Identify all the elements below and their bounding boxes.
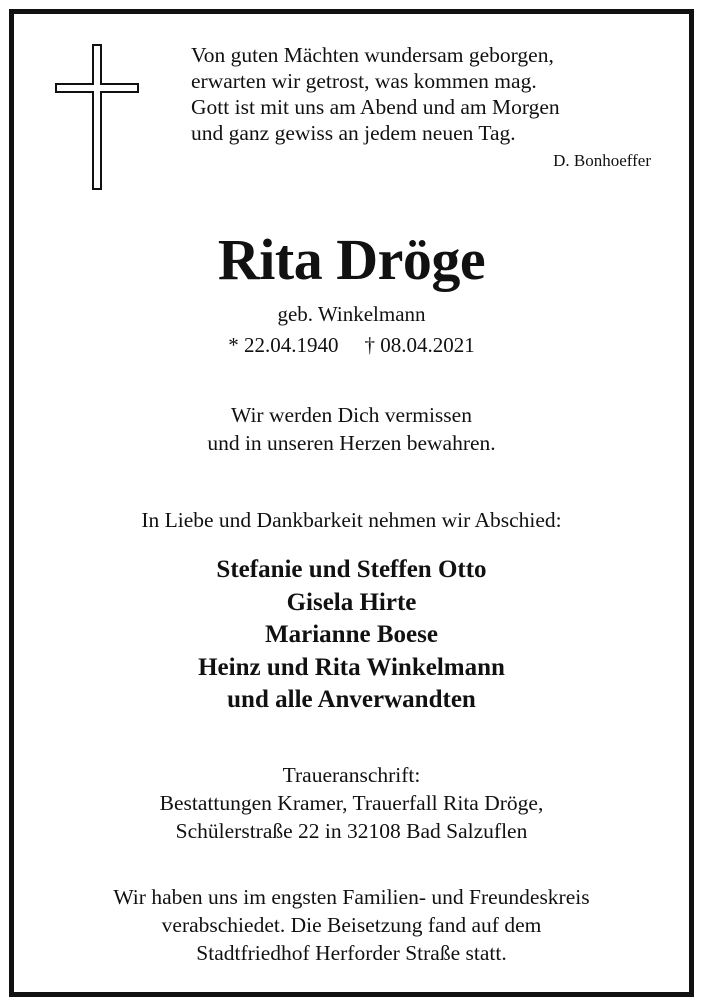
notice-line: Stadtfriedhof Herforder Straße statt. xyxy=(196,941,507,965)
notice-line: verabschiedet. Die Beisetzung fand auf dem xyxy=(161,913,542,937)
mourner-name: und alle Anverwandten xyxy=(227,686,476,713)
address-line: Schülerstraße 22 in 32108 Bad Salzuflen xyxy=(175,819,528,843)
cross-icon xyxy=(55,44,139,190)
birth-date: * 22.04.1940 xyxy=(228,333,339,357)
maiden-name: geb. Winkelmann xyxy=(277,302,426,326)
farewell-intro: In Liebe und Dankbarkeit nehmen wir Abschied: xyxy=(141,508,562,532)
poem-line: Von guten Mächten wundersam geborgen, xyxy=(191,43,554,67)
poem-line: Gott ist mit uns am Abend und am Morgen xyxy=(191,95,560,119)
burial-notice xyxy=(14,883,689,967)
verse-line: Wir werden Dich vermissen xyxy=(231,403,472,427)
life-dates xyxy=(14,333,689,358)
poem-line: erwarten wir getrost, was kommen mag. xyxy=(191,69,537,93)
mourners-list xyxy=(14,554,689,717)
notice-line: Wir haben uns im engsten Familien- und Freundeskreis xyxy=(113,885,590,909)
memorial-verse xyxy=(14,401,689,457)
poem-line: und ganz gewiss an jedem neuen Tag. xyxy=(191,121,516,145)
obituary-frame xyxy=(9,9,694,997)
mourner-name: Heinz und Rita Winkelmann xyxy=(198,653,505,681)
death-date: † 08.04.2021 xyxy=(364,333,475,357)
mourning-address xyxy=(14,761,689,845)
verse-line: und in unseren Herzen bewahren. xyxy=(207,431,496,455)
mourner-name: Gisela Hirte xyxy=(286,588,417,616)
poem-author: D. Bonhoeffer xyxy=(553,151,651,170)
address-line: Bestattungen Kramer, Trauerfall Rita Dröge, xyxy=(159,791,544,815)
mourner-name: Stefanie und Steffen Otto xyxy=(216,556,487,583)
poem-quote xyxy=(191,42,661,146)
mourner-name: Marianne Boese xyxy=(265,621,438,648)
deceased-name: Rita Dröge xyxy=(217,227,486,292)
address-line: Traueranschrift: xyxy=(282,763,421,787)
